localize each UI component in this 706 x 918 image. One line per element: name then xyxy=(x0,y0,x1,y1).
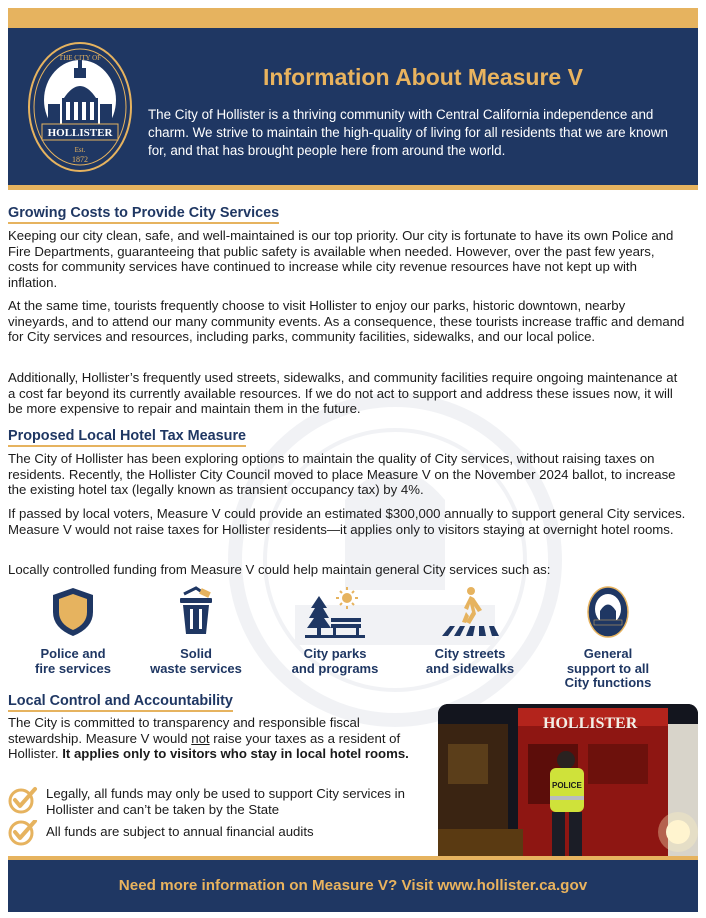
local-control-bold-text: It applies only to visitors who stay in local hotel rooms. xyxy=(62,746,409,762)
service-city-streets xyxy=(414,586,526,676)
service-label-line: and sidewalks xyxy=(425,660,515,676)
footer-banner xyxy=(8,860,698,912)
growing-costs-paragraph-2: At the same time, tourists frequently choose to visit Hollister to enjoy our parks, historic downtown, nearby vineyards, and to attend our many community events. As a consequence, these tourists increase traffic and demand for City services and resources, including parks, community facilities, sidewalks, and our local police. xyxy=(8,298,685,345)
service-label-line: waste services xyxy=(150,660,242,676)
checklist-text: All funds are subject to annual financial audits xyxy=(46,824,314,839)
checklist-item xyxy=(8,786,428,820)
local-control-text: raise your taxes as a resident of Hollister. xyxy=(8,730,401,762)
section-heading-growing-costs: Growing Costs to Provide City Services xyxy=(8,205,279,224)
seal-top-text: THE CITY OF xyxy=(58,54,102,62)
header-banner xyxy=(8,28,698,185)
seal-est-text: Est. xyxy=(74,146,86,154)
seal-year-text: 1872 xyxy=(72,155,88,164)
truck-lettering: HOLLISTER xyxy=(543,715,638,732)
city-seal-icon xyxy=(586,586,630,638)
checkmark-circle-icon xyxy=(8,786,38,814)
park-bench-tree-icon xyxy=(305,586,365,638)
service-label-line: and programs xyxy=(291,660,379,676)
hotel-tax-paragraph-2: If passed by local voters, Measure V could provide an estimated $300,000 annually to support general City services. Measure V would not raise taxes for Hollister residents—it applies only to visitors staying at overnight hotel rooms. xyxy=(8,506,686,537)
services-intro-line: Locally controlled funding from Measure V could help maintain general City services such as: xyxy=(8,562,551,577)
service-label-line: City functions xyxy=(564,675,652,690)
service-label-line: General xyxy=(583,646,633,661)
service-solid-waste xyxy=(143,586,249,676)
top-gold-band xyxy=(8,8,698,28)
city-seal-logo xyxy=(26,40,134,175)
underlined-not: not xyxy=(191,730,210,746)
section-heading-local-control: Local Control and Accountability xyxy=(8,693,233,712)
service-label-line: City streets xyxy=(434,646,506,661)
photo-illustration xyxy=(438,704,698,856)
pedestrian-crosswalk-icon xyxy=(440,586,500,638)
checklist-text: Legally, all funds may only be used to support City services in Hollister and can’t be taken by the State xyxy=(46,786,405,817)
service-label-line: City parks xyxy=(303,646,367,661)
checkmark-circle-icon xyxy=(8,820,38,848)
fire-truck-police-photo xyxy=(438,704,698,856)
local-control-text: The City is committed to transparency and responsible fiscal stewardship. Measure V would xyxy=(8,715,360,746)
service-police-fire xyxy=(20,586,126,676)
service-label-line: Police and xyxy=(40,646,106,661)
seal-watermark xyxy=(225,390,565,730)
intro-paragraph: The City of Hollister is a thriving community with Central California independence and charm. We strive to maintain the high-quality of living for all residents that we are known for, and that has brought people here from around the world. xyxy=(148,107,668,158)
footer-contact-text[interactable]: Need more information on Measure V? Visit www.hollister.ca.gov xyxy=(118,877,588,894)
header-gold-rule xyxy=(8,185,698,190)
seal-name-text: HOLLISTER xyxy=(47,127,113,139)
page-title: Information About Measure V xyxy=(263,64,583,90)
section-heading-hotel-tax: Proposed Local Hotel Tax Measure xyxy=(8,428,246,447)
service-city-parks xyxy=(276,586,394,676)
trash-can-icon xyxy=(172,586,220,638)
hotel-tax-paragraph-1: The City of Hollister has been exploring options to maintain the quality of City services, without raising taxes on residents. Recently, the Hollister City Council moved to place Measure V on the November 2024 ballot, to increase the existing hotel tax (legally known as transient occupancy tax) by 4%. xyxy=(8,451,676,498)
growing-costs-paragraph-1: Keeping our city clean, safe, and well-maintained is our top priority. Our city is fortunate to have its own Police and Fire Departments, guaranteeing that public safety is available when needed. However, over the past few years, costs for community services have continued to increase while city revenue resources have not kept up with inflation. xyxy=(8,228,674,291)
service-label-line: fire services xyxy=(35,660,111,676)
growing-costs-paragraph-3: Additionally, Hollister’s frequently used streets, sidewalks, and community facilities require ongoing maintenance at a cost far beyond its currently available resources. If we do not act to support and address these issues now, it will be more expensive to repair and maintain them in the future. xyxy=(8,370,678,417)
local-control-paragraph xyxy=(8,715,418,762)
service-label-line: support to all xyxy=(566,660,650,676)
service-label-line: Solid xyxy=(180,646,212,661)
police-fire-shield-icon xyxy=(49,586,97,638)
service-general-support xyxy=(552,586,664,691)
vest-lettering: POLICE xyxy=(552,781,582,790)
checklist-item xyxy=(8,820,428,844)
